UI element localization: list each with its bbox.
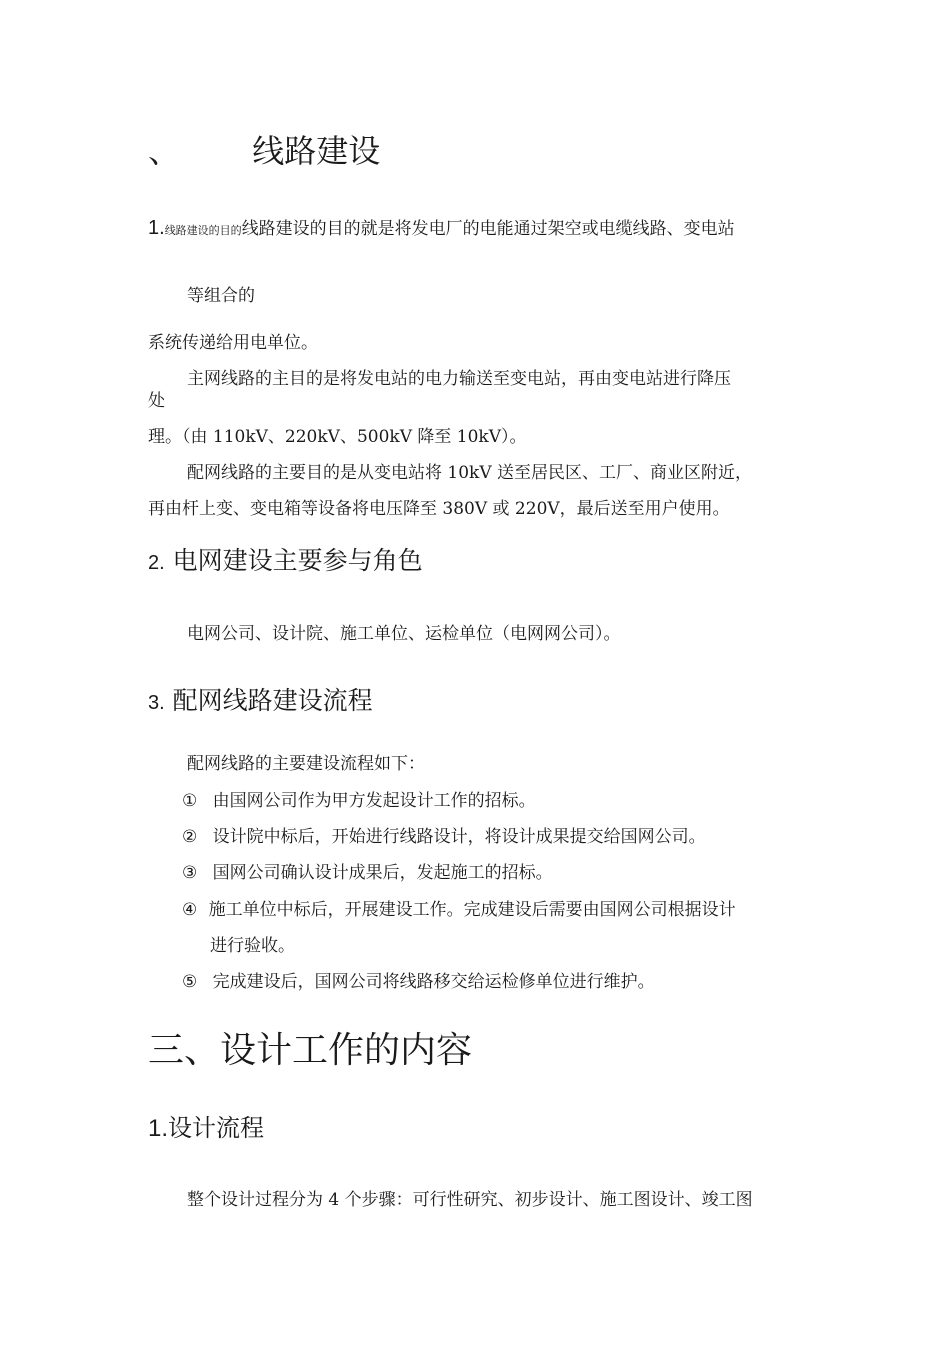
section-title: 线路建设 <box>252 132 381 170</box>
roles-heading <box>148 541 423 577</box>
distribution-paragraph: 配网线路的主要目的是从变电站将 10kV 送至居民区、工厂、商业区附近， <box>187 463 753 483</box>
section-title-design: 三、设计工作的内容 <box>148 1029 473 1070</box>
purpose-text-2: 等组合的 <box>187 286 255 306</box>
purpose-text-3: 系统传递给用电单位。 <box>148 333 318 353</box>
step-mark: ⑤ <box>182 972 198 992</box>
process-number: 3. <box>148 692 165 714</box>
list-item <box>182 786 536 811</box>
roles-number: 2. <box>148 552 165 574</box>
subheading-small-label: 线路建设的目的 <box>164 225 242 237</box>
main-grid-paragraph-2: 处 <box>148 391 165 411</box>
step-mark: ④ <box>182 900 198 920</box>
section-mark: 、 <box>148 132 181 170</box>
section-heading <box>148 126 380 172</box>
step-text: 国网公司确认设计成果后，发起施工的招标。 <box>212 863 553 883</box>
list-item <box>182 967 655 992</box>
design-flow-text: 整个设计过程分为 4 个步骤：可行性研究、初步设计、施工图设计、竣工图 <box>187 1190 753 1210</box>
roles-title: 电网建设主要参与角色 <box>172 547 423 575</box>
list-item <box>182 895 736 920</box>
process-title: 配网线路建设流程 <box>172 687 373 715</box>
step-text: 施工单位中标后，开展建设工作。完成建设后需要由国网公司根据设计 <box>208 900 736 920</box>
step-mark: ③ <box>182 863 198 883</box>
subheading-number: 1. <box>148 217 165 239</box>
main-grid-paragraph-3: 理。（由 110kV、220kV、500kV 降至 10kV）。 <box>148 427 527 447</box>
step-text: 由国网公司作为甲方发起设计工作的招标。 <box>212 791 536 811</box>
purpose-line <box>148 214 735 240</box>
step-text: 设计院中标后，开始进行线路设计，将设计成果提交给国网公司。 <box>212 827 706 847</box>
list-item <box>182 858 553 883</box>
distribution-paragraph-2: 再由杆上变、变电箱等设备将电压降至 380V 或 220V，最后送至用户使用。 <box>148 499 730 519</box>
step-mark: ② <box>182 827 198 847</box>
step-text-continued: 进行验收。 <box>210 936 295 956</box>
roles-text: 电网公司、设计院、施工单位、运检单位（电网网公司）。 <box>187 624 621 644</box>
main-grid-paragraph: 主网线路的主目的是将发电站的电力输送至变电站，再由变电站进行降压 <box>187 369 731 389</box>
step-mark: ① <box>182 791 198 811</box>
purpose-text: 线路建设的目的就是将发电厂的电能通过架空或电缆线路、变电站 <box>241 219 735 239</box>
list-item <box>182 822 706 847</box>
design-flow-heading: 1.设计流程 <box>148 1115 265 1142</box>
process-heading <box>148 681 373 717</box>
process-intro: 配网线路的主要建设流程如下： <box>187 754 425 774</box>
step-text: 完成建设后，国网公司将线路移交给运检修单位进行维护。 <box>212 972 655 992</box>
